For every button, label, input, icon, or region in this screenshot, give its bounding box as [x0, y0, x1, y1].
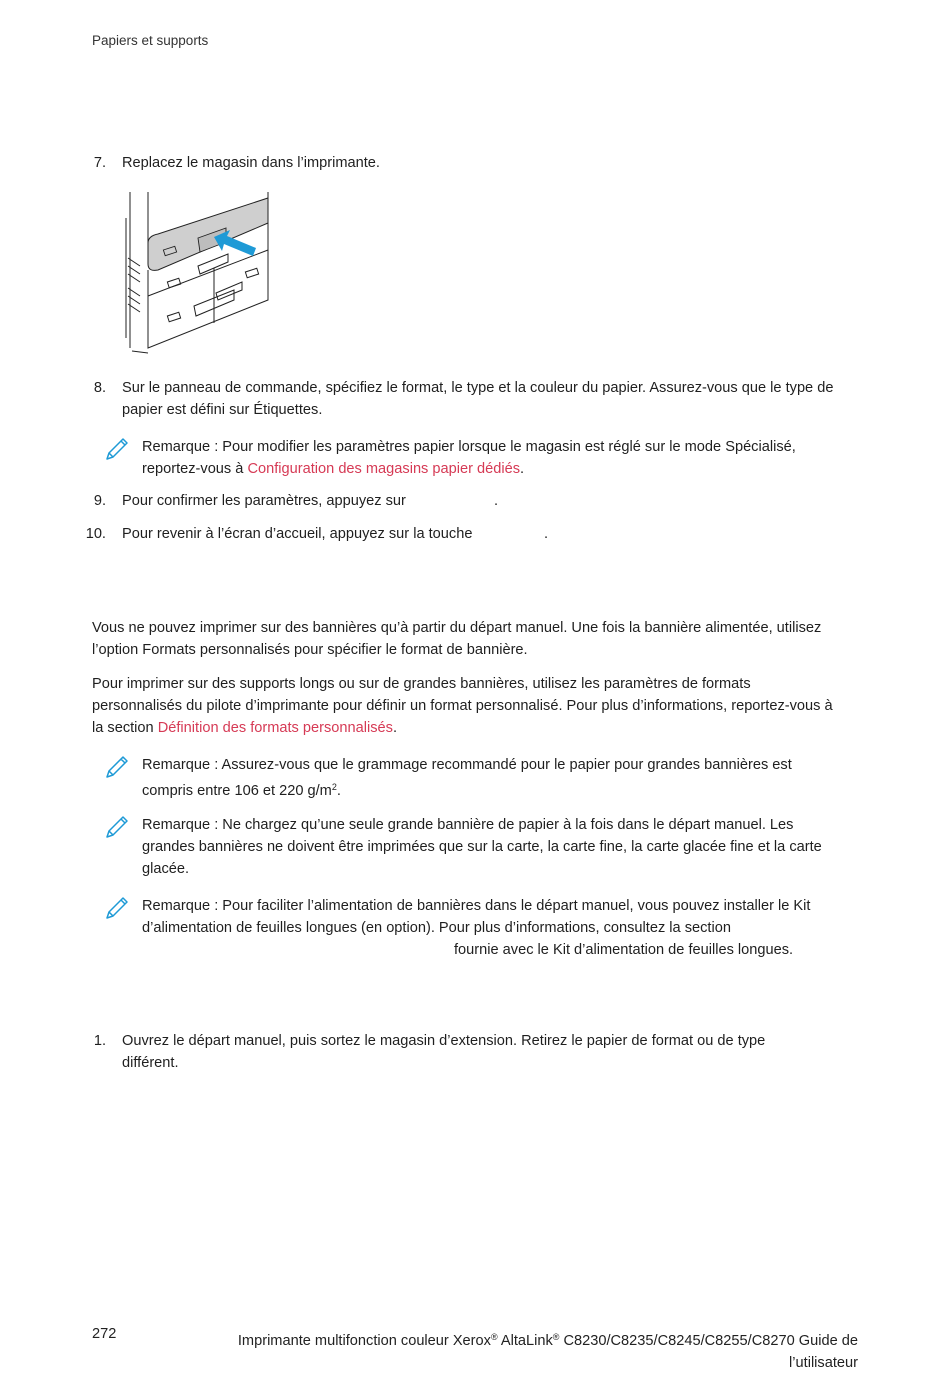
- note-step8: [142, 436, 832, 480]
- step-text: Pour revenir à l’écran d’accueil, appuyez sur la touche: [122, 526, 473, 542]
- step-text: Replacez le magasin dans l’imprimante.: [122, 155, 380, 171]
- note-kit-line3: fournie avec le Kit d’alimentation de feuilles longues.: [454, 942, 794, 958]
- note-kit-line1: Remarque : Pour faciliter l’alimentation de bannières dans le départ manuel, vous pouvez installer le Kit: [142, 898, 811, 914]
- link-configuration-magasins[interactable]: Configuration des magasins papier dédiés: [247, 461, 521, 477]
- running-header: Papiers et supports: [92, 33, 209, 48]
- superscript: 2: [331, 782, 337, 792]
- printer-base: [132, 351, 148, 353]
- step-text: Sur le panneau de commande, spécifiez le format, le type et la couleur du papier. Assurez-vous que le type de papier est défini sur Étiquettes.: [122, 380, 834, 418]
- note-text: Remarque : Pour modifier les paramètres papier lorsque le magasin est réglé sur le mode Spécialisé, reportez-vous à: [142, 439, 796, 477]
- pencil-note-icon: [104, 436, 130, 462]
- footer-title-text: AltaLink: [497, 1333, 553, 1349]
- page-number: 272: [92, 1326, 117, 1342]
- registered-mark: ®: [490, 1332, 498, 1342]
- step-number: 8.: [93, 380, 106, 396]
- note-single-banner: Remarque : Ne chargez qu’une seule grande bannière de papier à la fois dans le départ manuel. Les grandes bannières ne doivent être imprimées que sur la carte, la carte fine, la carte glacée fine et la carte glacée.: [142, 817, 822, 877]
- note-grammage: [142, 754, 832, 802]
- tray-label-slot: [167, 278, 180, 287]
- banner-paragraph-1: Vous ne pouvez imprimer sur des bannières qu’à partir du départ manuel. Une fois la bannière alimentée, utilisez l’option Formats personnalisés pour spécifier le format de bannière.: [92, 620, 822, 658]
- tray-label-slot: [245, 268, 258, 277]
- step-number: 10.: [85, 526, 106, 542]
- footer-title-text: C8230/C8235/C8245/C8255/C8270 Guide de: [559, 1333, 858, 1349]
- pencil-note-icon: [104, 754, 130, 780]
- tray-handle: [216, 282, 242, 300]
- step-period: .: [544, 526, 549, 542]
- step-number: 9.: [93, 493, 106, 509]
- paragraph-suffix: .: [392, 720, 398, 736]
- step-number: 7.: [93, 155, 106, 171]
- footer-title: [158, 1326, 858, 1374]
- note-suffix: .: [520, 461, 525, 477]
- footer-title-text: Imprimante multifonction couleur Xerox: [237, 1333, 491, 1349]
- tray-label-slot: [167, 312, 180, 321]
- step-text: Pour confirmer les paramètres, appuyez sur: [122, 493, 406, 509]
- paragraph-text: Pour imprimer sur des supports longs ou sur de grandes bannières, utilisez les paramètres de formats personnalisés du pilote d’imprimante pour définir un format personnalisé. Pour plus d’informations, reportez-vous à la section: [92, 676, 833, 736]
- banner-paragraph-2: [92, 673, 842, 739]
- step-period: .: [494, 493, 499, 509]
- step-number: 1.: [93, 1033, 106, 1049]
- note-text: Remarque : Assurez-vous que le grammage recommandé pour le papier pour grandes bannières est compris entre 106 et 220 g/m: [142, 757, 792, 799]
- note-suffix: .: [336, 783, 341, 799]
- printer-tray-illustration: [118, 188, 273, 356]
- pencil-note-icon: [104, 895, 130, 921]
- registered-mark: ®: [552, 1332, 560, 1342]
- footer-title-line2: l’utilisateur: [789, 1355, 858, 1371]
- link-definition-formats[interactable]: Définition des formats personnalisés: [157, 720, 393, 736]
- step-text: Ouvrez le départ manuel, puis sortez le magasin d’extension. Retirez le papier de format ou de type différent.: [122, 1033, 766, 1071]
- pencil-note-icon: [104, 814, 130, 840]
- note-kit-line2: d’alimentation de feuilles longues (en option). Pour plus d’informations, consultez la section: [142, 920, 731, 936]
